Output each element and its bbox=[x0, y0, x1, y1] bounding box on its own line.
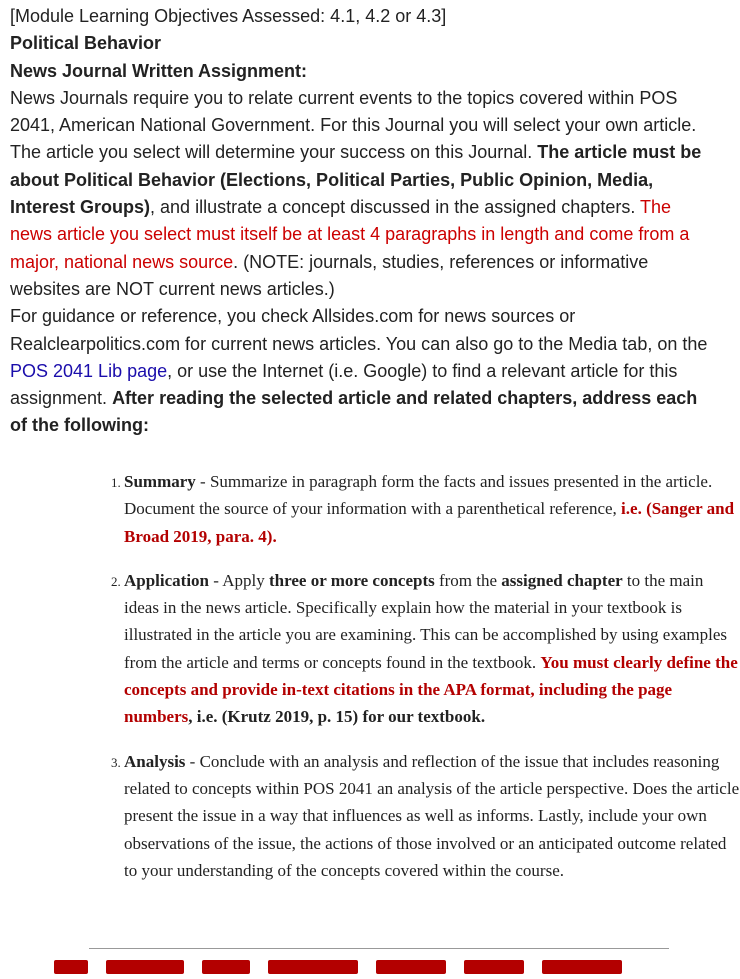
task-text: - Summarize in paragraph form the facts and issues presented in the article. Document the source of your information with a parenthetical reference, bbox=[124, 472, 713, 519]
requirement-text: , and illustrate a concept discussed in the assigned chapters. bbox=[150, 197, 640, 218]
guidance-text: For guidance or reference, you check Allsides.com for news sources or Realclearpolitics.com for current news articles. You can also go to the Media tab, on the bbox=[10, 306, 708, 354]
cut-off-word bbox=[106, 960, 184, 974]
cut-off-word bbox=[202, 960, 250, 974]
assignment-title: News Journal Written Assignment: bbox=[10, 60, 308, 81]
requirement-bold: The article must be about Political Behavior (Elections, Political Parties, Public Opinion, Media, Interest Groups) bbox=[10, 142, 702, 218]
task-summary bbox=[124, 468, 740, 550]
lib-page-link[interactable]: POS 2041 Lib page bbox=[10, 360, 168, 381]
guidance-paragraph bbox=[10, 303, 710, 439]
task-text: from the bbox=[434, 570, 502, 590]
task-application bbox=[124, 567, 740, 731]
cut-off-word bbox=[542, 960, 622, 974]
task-analysis bbox=[124, 748, 740, 884]
guidance-text-2: , or use the Internet (i.e. Google) to find a relevant article for this assignment. bbox=[10, 360, 678, 409]
requirement-red: The news article you select must itself be at least 4 paragraphs in length and come from a major, national news source bbox=[10, 197, 690, 272]
task-title: Application bbox=[124, 570, 210, 590]
topic-heading: Political Behavior bbox=[10, 33, 162, 54]
task-text: - Conclude with an analysis and reflection of the issue that includes reasoning related to concepts within POS 2041 an analysis of the article perspective. Does the article present the issue in a way that influences as well as informs. Lastly, include your own observations of the issue, the actions of those involved or an anticipated outcome related to your understanding of the concepts covered within the course. bbox=[124, 751, 740, 880]
note-text: . (NOTE: journals, studies, references or informative websites are NOT current news articles.) bbox=[10, 251, 649, 299]
cut-off-word bbox=[464, 960, 524, 974]
assignment-intro bbox=[10, 3, 710, 440]
objectives-line: [Module Learning Objectives Assessed: 4.1, 4.2 or 4.3] bbox=[10, 6, 447, 26]
section-divider bbox=[89, 948, 669, 949]
cut-off-red-text bbox=[54, 958, 664, 968]
task-emphasis: assigned chapter bbox=[501, 570, 623, 590]
task-citation: , i.e. (Krutz 2019, p. 15) for our textbook. bbox=[188, 707, 486, 727]
task-text: to the main ideas in the news article. Specifically explain how the material in your textbook is illustrated in the article you are examining. This can be accomplished by using examples from the article and terms or concepts found in the textbook. bbox=[124, 570, 728, 672]
cut-off-word bbox=[268, 960, 358, 974]
intro-text: News Journals require you to relate current events to the topics covered within POS 2041, American National Government. For this Journal you will select your own article. The article you select will determine your success on this Journal. bbox=[10, 87, 697, 163]
task-text: - Apply bbox=[209, 570, 270, 590]
task-title: Analysis bbox=[124, 751, 186, 771]
task-red-requirement: You must clearly define the concepts and provide in-text citations in the APA format, including the page numbers bbox=[124, 652, 738, 727]
cut-off-word bbox=[54, 960, 88, 974]
task-list bbox=[86, 468, 740, 884]
task-title: Summary bbox=[124, 472, 196, 491]
citation-example: i.e. (Sanger and Broad 2019, para. 4). bbox=[124, 499, 735, 546]
task-emphasis: three or more concepts bbox=[269, 570, 435, 590]
intro-paragraph bbox=[10, 85, 710, 303]
instruction-bold: After reading the selected article and related chapters, address each of the following: bbox=[10, 388, 698, 436]
cut-off-word bbox=[376, 960, 446, 974]
